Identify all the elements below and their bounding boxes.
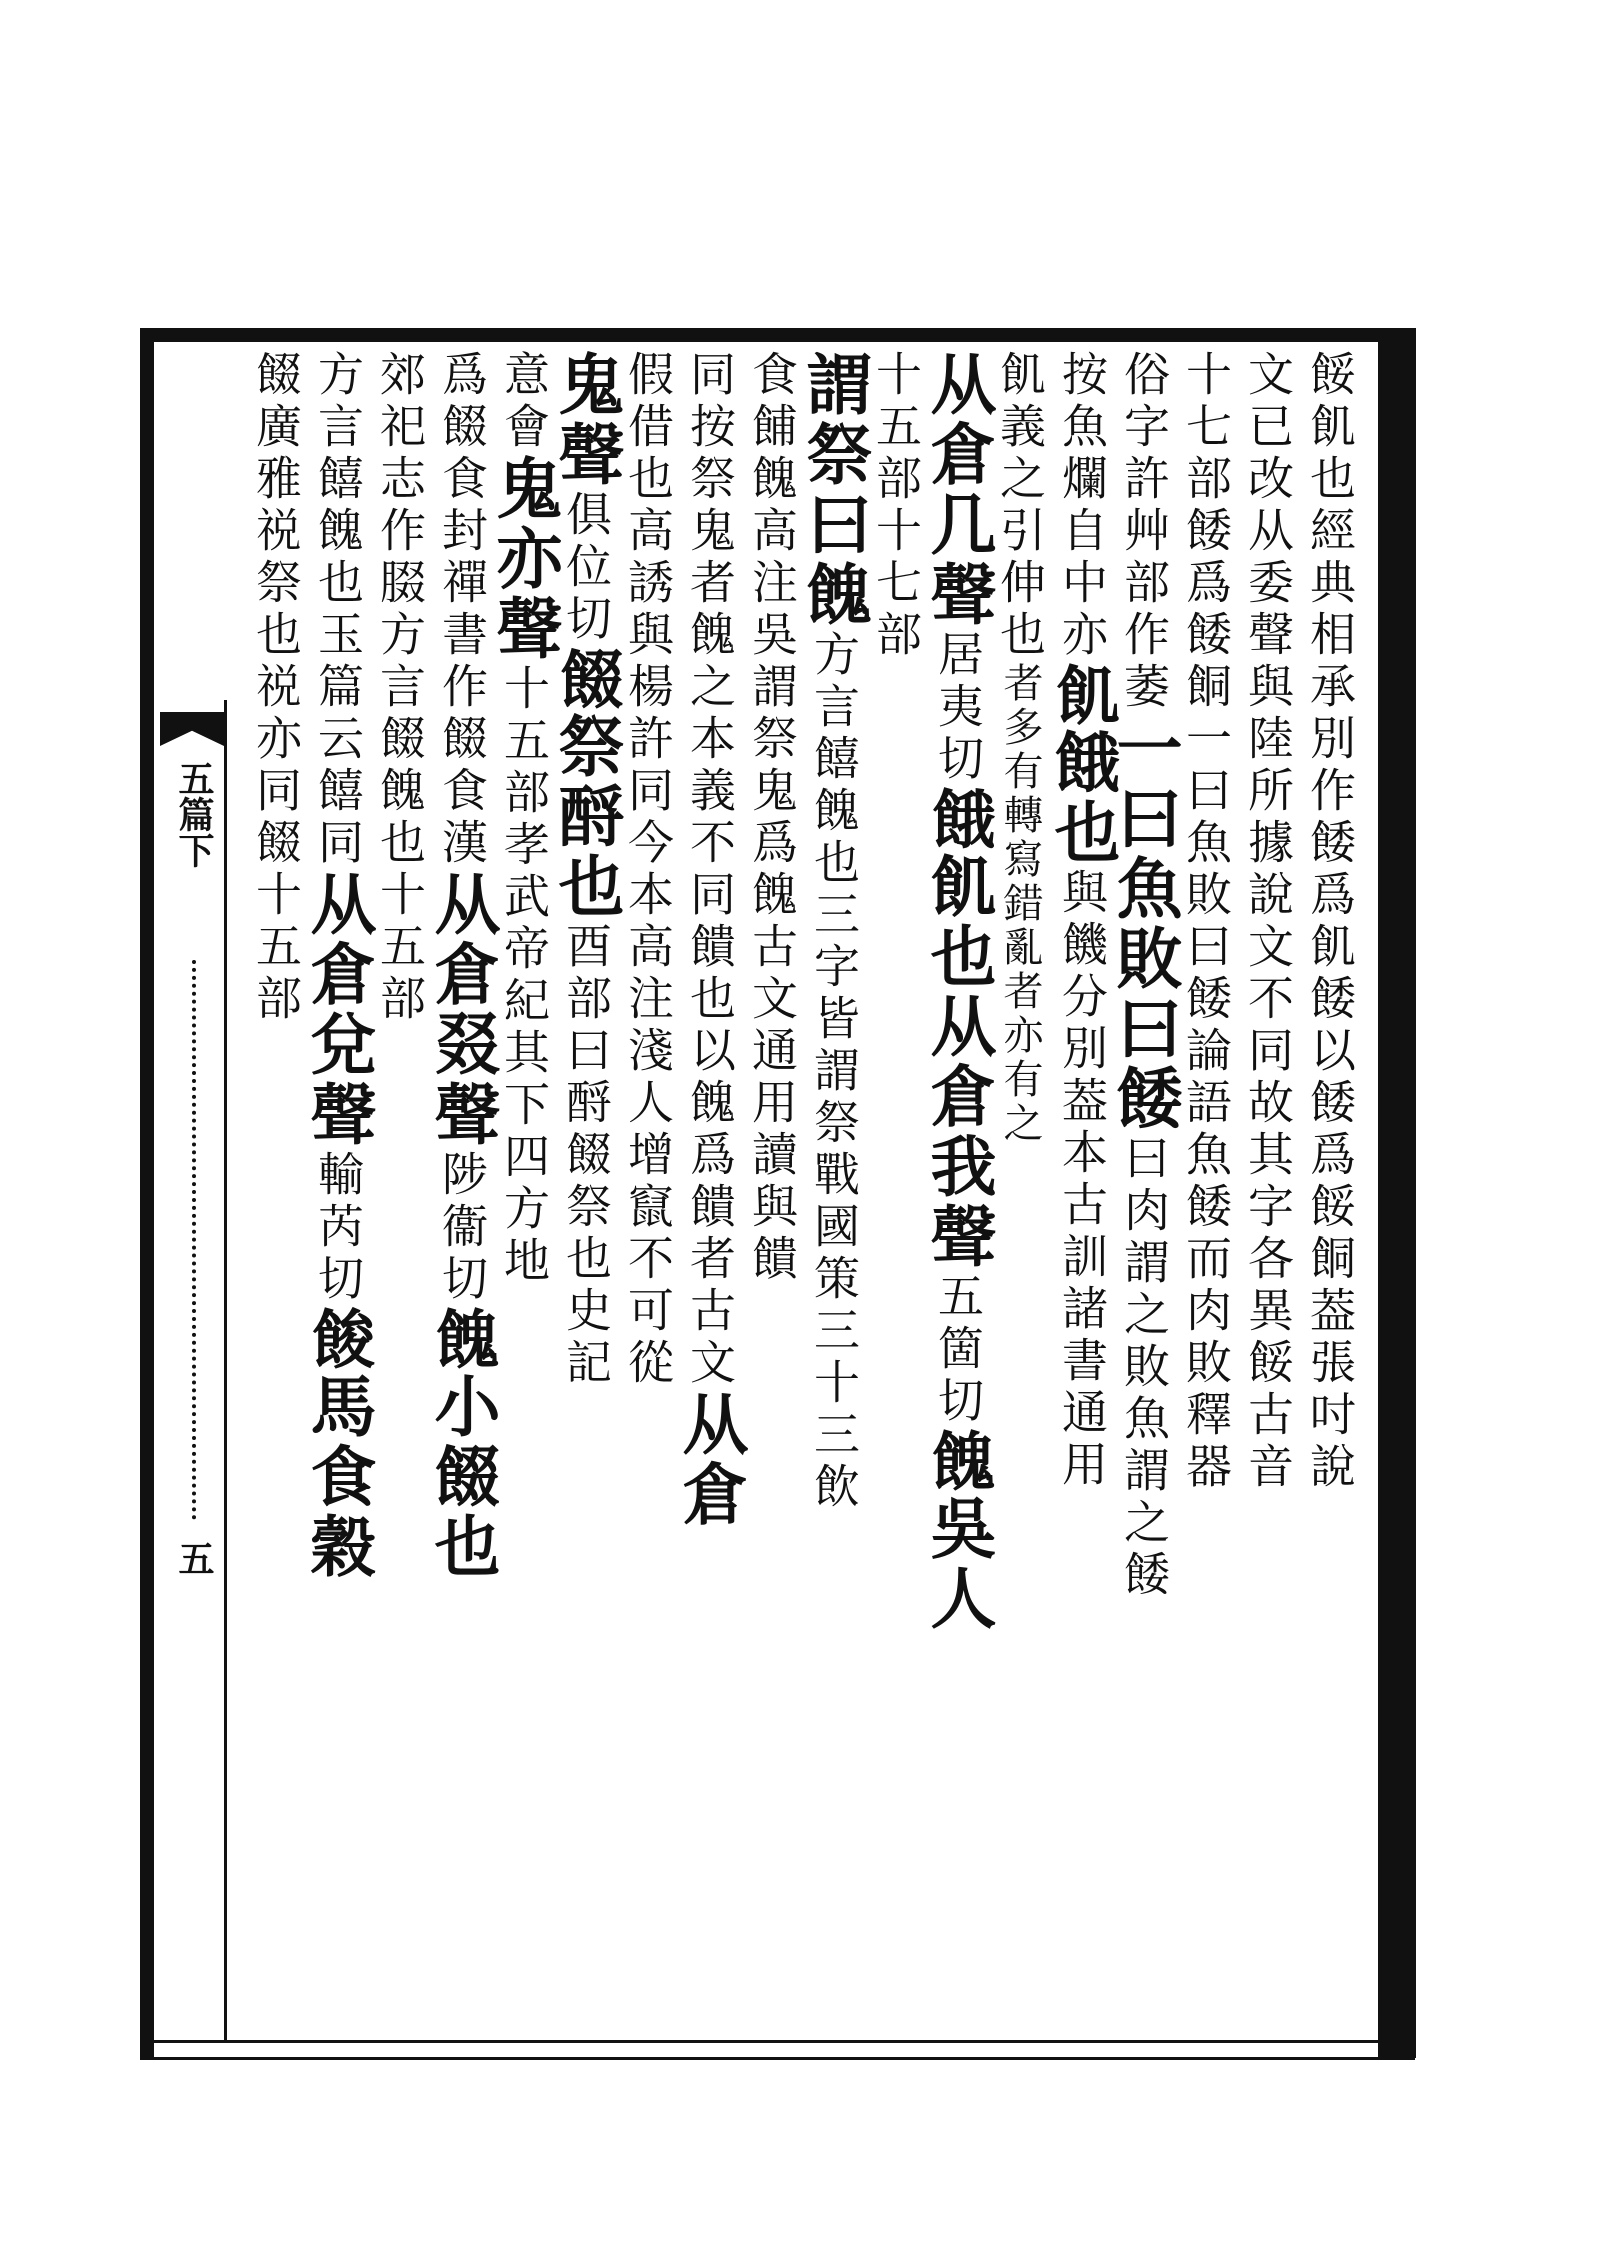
text-column	[547, 350, 625, 2030]
text-column	[919, 350, 997, 2030]
commentary-text: 意會	[497, 350, 551, 454]
commentary-text: 飢義之引伸也	[993, 350, 1047, 662]
commentary-text: 曰肉謂之敗魚謂之餧	[1117, 1134, 1171, 1602]
commentary-text: 十五部	[373, 870, 427, 1026]
seal-script-character: 餽	[425, 1306, 500, 1372]
text-column	[990, 350, 1050, 2030]
commentary-text: 餟廣雅祱祭也祱亦同餟	[249, 350, 303, 870]
commentary-text: 俗字許艸部作萎	[1117, 350, 1171, 714]
text-column	[671, 350, 749, 2030]
seal-script-character: 餽	[921, 1428, 996, 1494]
seal-script-character: 餕	[301, 1306, 376, 1372]
commentary-text: 五箇切	[931, 1272, 985, 1428]
margin-page-number: 五	[173, 1540, 215, 1576]
headword-text: 鬼亦聲	[485, 454, 563, 664]
text-column	[1300, 350, 1360, 2030]
commentary-text: 文已改从委聲與陸所據說文不同故其字各異餒古音	[1241, 350, 1295, 1494]
headword-text: 从倉几聲	[919, 350, 997, 630]
headword-text: 飢也从倉我聲	[919, 852, 997, 1272]
text-column	[299, 350, 377, 2030]
text-column	[742, 350, 802, 2030]
commentary-text: 居夷切	[931, 630, 985, 786]
commentary-text: 食餔餽高注吳謂祭鬼爲餽古文通用讀與饋	[745, 350, 799, 1286]
commentary-text: 假借也高誘與楊許同今本高注淺人增竄不可從	[621, 350, 675, 1390]
headword-text: 祭酹也	[547, 712, 625, 922]
text-column	[618, 350, 678, 2030]
headword-text: 从倉	[671, 1390, 749, 1530]
headword-text: 从倉兌聲	[299, 870, 377, 1150]
text-column	[485, 350, 563, 2030]
headword-text: 謂祭曰餽	[795, 350, 873, 630]
text-column	[1238, 350, 1298, 2030]
text-column	[1105, 350, 1183, 2030]
commentary-text: 孝武帝紀其下四方地	[497, 820, 551, 1288]
headword-text: 从倉叕聲	[423, 870, 501, 1150]
commentary-text: 輸芮切	[311, 1150, 365, 1306]
annotation-text: 者多有轉寫錯亂者亦有之	[997, 662, 1043, 1146]
commentary-text: 郊祀志作腏方言餟餽也	[373, 350, 427, 870]
seal-script-character: 餟	[549, 646, 624, 712]
headword-text: 小餟也	[423, 1372, 501, 1582]
commentary-text: 爲餟食封禪書作餟食漢	[435, 350, 489, 870]
frame-bottom-border	[145, 2040, 1415, 2060]
commentary-text: 十五部	[869, 350, 923, 506]
text-column	[795, 350, 873, 2030]
commentary-text: 方言饎餽也玉篇云饎同	[311, 350, 365, 870]
text-column	[1176, 350, 1236, 2030]
commentary-text: 餒飢也經典相承別作餧爲飢餧以餧爲餒餇葢張吋說	[1303, 350, 1357, 1494]
commentary-text: 按魚爛自中亦	[1055, 350, 1109, 662]
margin-divider	[192, 960, 200, 1520]
commentary-text: 方言饎餽也三字皆謂祭戰國策三十三飲	[807, 630, 861, 1514]
text-column	[866, 350, 926, 2030]
headword-text: 馬食穀	[299, 1372, 377, 1582]
text-column	[246, 350, 306, 2030]
headword-text: 吳人	[919, 1494, 997, 1634]
frame-left-border	[140, 328, 154, 2060]
headword-text: 一曰魚敗曰餧	[1105, 714, 1183, 1134]
commentary-text: 陟衞切	[435, 1150, 489, 1306]
seal-script-character: 飢	[1045, 662, 1120, 728]
commentary-text: 與饑分別葢本古訓諸書通用	[1055, 868, 1109, 1492]
commentary-text: 十五部	[497, 664, 551, 820]
text-column	[370, 350, 430, 2030]
headword-text: 餓也	[1043, 728, 1121, 868]
commentary-text: 酉部曰酹餟祭也史記	[559, 922, 613, 1390]
frame-top-border	[145, 328, 1415, 342]
commentary-text: 十七部餧爲餧餇一曰魚敗曰餧論語魚餧而肉敗釋器	[1179, 350, 1233, 1494]
commentary-text: 十七部	[869, 506, 923, 662]
seal-script-character: 餓	[921, 786, 996, 852]
text-column	[1043, 350, 1121, 2030]
commentary-text: 十五部	[249, 870, 303, 1026]
headword-text: 鬼聲	[547, 350, 625, 490]
commentary-text: 同按祭鬼者餽之本義不同饋也以餽爲饋者古文	[683, 350, 737, 1390]
margin-chapter-title: 五篇下	[173, 760, 215, 868]
commentary-text: 俱位切	[559, 490, 613, 646]
text-column	[423, 350, 501, 2030]
frame-right-border	[1378, 328, 1416, 2058]
